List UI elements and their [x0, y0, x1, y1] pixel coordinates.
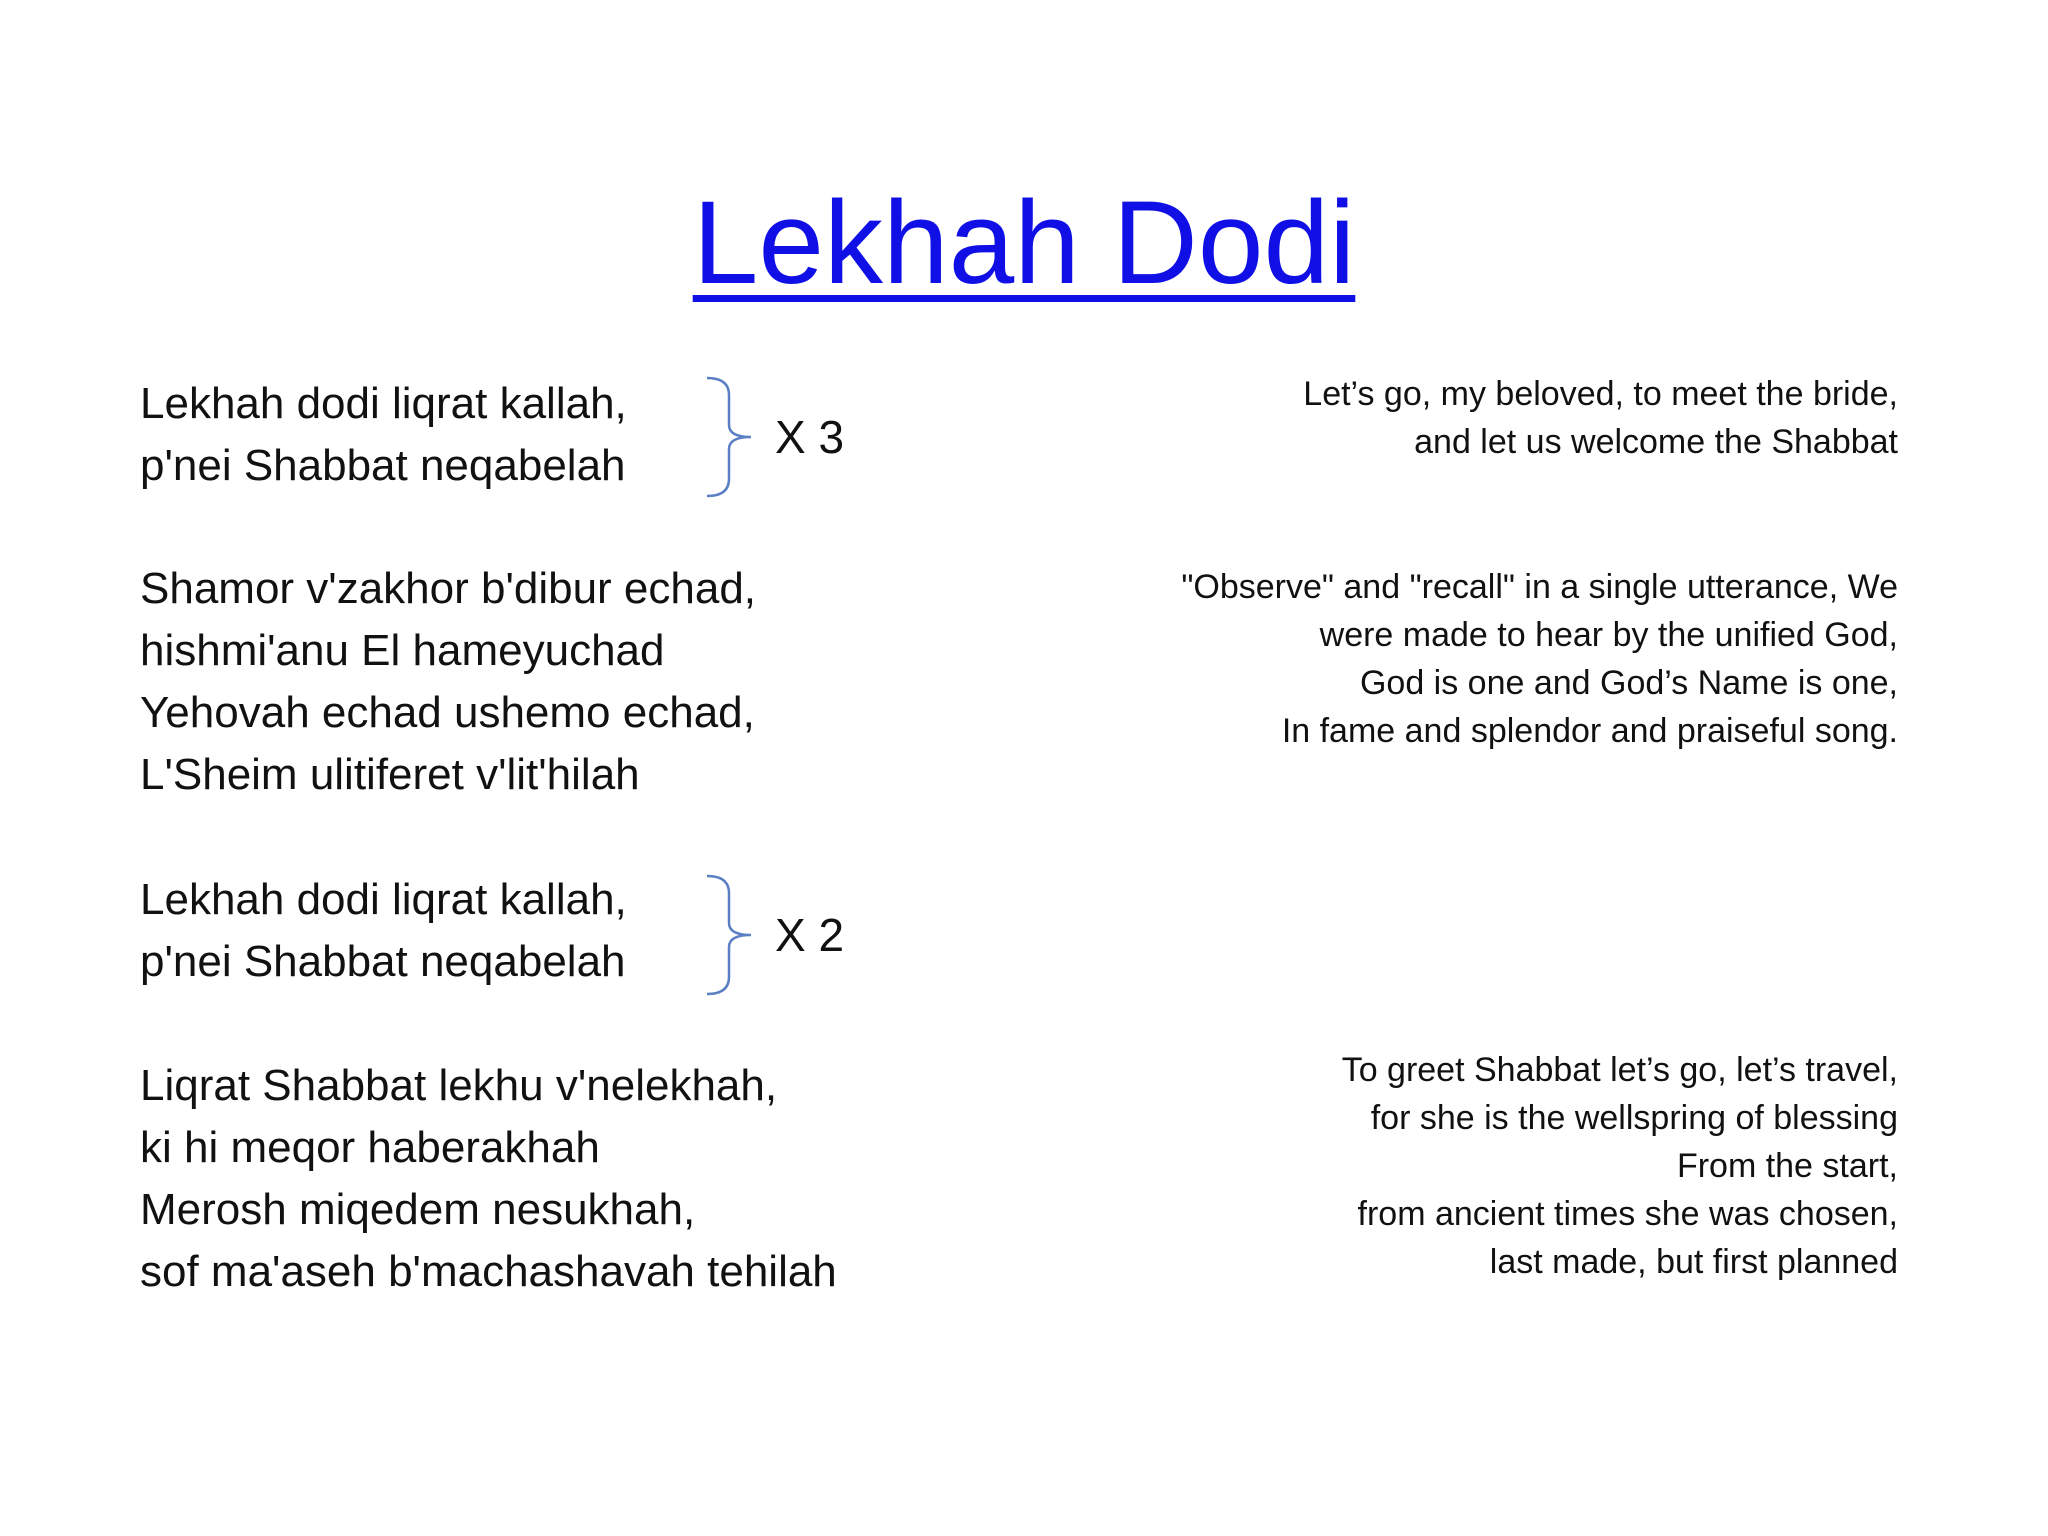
transliteration-line: sof ma'aseh b'machashavah tehilah [140, 1247, 837, 1296]
transliteration-line: Merosh miqedem nesukhah, [140, 1185, 696, 1234]
translation-line: "Observe" and "recall" in a single utterance, We [1181, 568, 1898, 606]
transliteration-line: hishmi'anu El hameyuchad [140, 626, 665, 675]
translation-line: Let’s go, my beloved, to meet the bride, [1303, 375, 1898, 413]
translation-line: To greet Shabbat let’s go, let’s travel, [1341, 1051, 1898, 1089]
stanza-4-transliteration [140, 1055, 837, 1303]
transliteration-line: L'Sheim ulitiferet v'lit'hilah [140, 750, 640, 799]
translation-line: and let us welcome the Shabbat [1414, 423, 1898, 461]
translation-line: last made, but first planned [1489, 1243, 1898, 1281]
translation-line: In fame and splendor and praiseful song. [1281, 712, 1898, 750]
translation-line: From the start, [1676, 1147, 1898, 1185]
transliteration-line: Liqrat Shabbat lekhu v'nelekhah, [140, 1061, 778, 1110]
translation-line: God is one and God’s Name is one, [1359, 664, 1898, 702]
right-curly-brace-icon [705, 873, 755, 998]
stanza-1-translation [1303, 370, 1898, 466]
transliteration-line: p'nei Shabbat neqabelah [140, 441, 626, 490]
stanza-2-transliteration [140, 558, 756, 806]
translation-line: were made to hear by the unified God, [1319, 616, 1898, 654]
repeat-count: X 2 [775, 909, 845, 961]
transliteration-line: Lekhah dodi liqrat kallah, [140, 379, 627, 428]
translation-line: from ancient times she was chosen, [1357, 1195, 1898, 1233]
transliteration-line: p'nei Shabbat neqabelah [140, 937, 626, 986]
transliteration-line: ki hi meqor haberakhah [140, 1123, 600, 1172]
transliteration-line: Yehovah echad ushemo echad, [140, 688, 755, 737]
translation-line: for she is the wellspring of blessing [1370, 1099, 1898, 1137]
page-title[interactable]: Lekhah Dodi [692, 177, 1356, 309]
stanza-4-translation [1342, 1046, 1898, 1286]
stanza-1-transliteration [140, 373, 627, 497]
stanza-3-transliteration [140, 869, 627, 993]
stanza-2-translation [1181, 563, 1898, 755]
repeat-count: X 3 [775, 411, 845, 463]
transliteration-line: Lekhah dodi liqrat kallah, [140, 875, 627, 924]
transliteration-line: Shamor v'zakhor b'dibur echad, [140, 564, 757, 613]
right-curly-brace-icon [705, 375, 755, 500]
